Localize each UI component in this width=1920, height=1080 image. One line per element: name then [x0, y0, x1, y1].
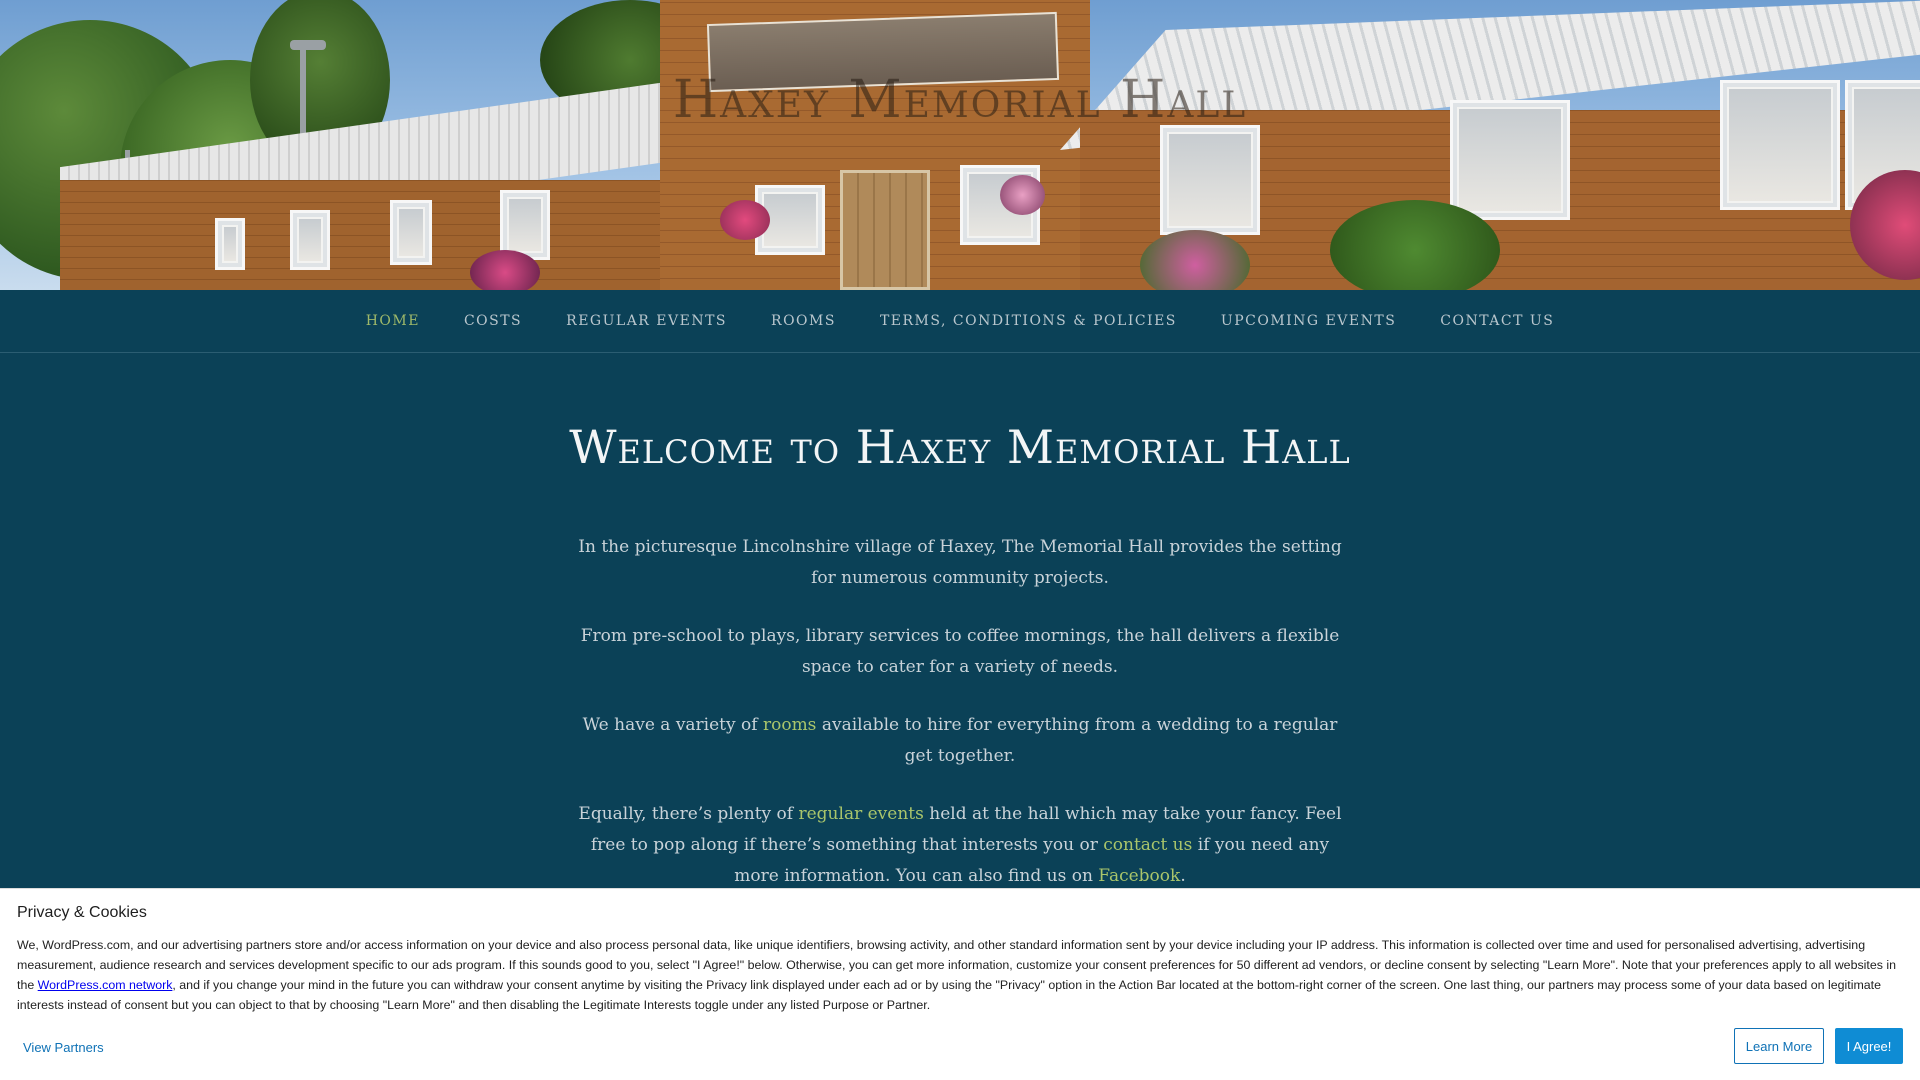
cookie-banner	[0, 888, 1920, 1080]
nav-item-contact-us[interactable]: CONTACT US	[1440, 313, 1555, 329]
services-paragraph: From pre-school to plays, library services to coffee mornings, the hall delivers a flexible space to cater for a variety of needs.	[580, 626, 1340, 677]
intro-paragraph: In the picturesque Lincolnshire village of Haxey, The Memorial Hall provides the setting for numerous community projects.	[578, 537, 1342, 588]
learn-more-button[interactable]: Learn More	[1734, 1028, 1824, 1064]
site-title[interactable]: Haxey Memorial Hall	[672, 70, 1248, 130]
wordpress-network-link[interactable]: WordPress.com network	[37, 978, 173, 992]
main-nav	[0, 290, 1920, 353]
nav-item-rooms[interactable]: ROOMS	[771, 313, 836, 329]
rooms-link[interactable]: rooms	[762, 715, 817, 735]
events-paragraph: Equally, there’s plenty of regular events held at the hall which may take your fancy. Feel free to pop along if there’s something that interests you or contact us if you need any more information. You can also find us on Facebook.	[578, 804, 1342, 886]
cookie-text: We, WordPress.com, and our advertising partners store and/or access information on your device and also process personal data, like unique identifiers, browsing activity, and other standard information sent by your device including your IP address. This information is collected over time and used for personalised advertising, advertising measurement, audience research and services development specific to our ads program. If this sounds good to you, select "I Agree!" below. Otherwise, you can get more information, customize your consent preferences for 50 different ad vendors, or decline consent by selecting "Learn More". Note that your preferences apply to all websites in the WordPress.com network, and if you change your mind in the future you can withdraw your consent anytime by visiting the Privacy link displayed under each ad or by using the "Privacy" option in the Action Bar located at the bottom-right corner of the screen. One last thing, our partners may process some of your data based on legitimate interests instead of consent but you can object to that by choosing "Learn More" and then disabling the Legitimate Interests toggle under any listed Purpose or Partner.	[17, 938, 1897, 1012]
nav-item-upcoming-events[interactable]: UPCOMING EVENTS	[1220, 313, 1397, 329]
nav-item-regular-events[interactable]: REGULAR EVENTS	[566, 313, 728, 329]
page-title: Welcome to Haxey Memorial Hall	[569, 420, 1351, 474]
facebook-link[interactable]: Facebook	[1098, 866, 1181, 886]
nav-item-home[interactable]: HOME	[365, 313, 420, 329]
view-partners-link[interactable]: View Partners	[23, 1040, 104, 1055]
cookie-title: Privacy & Cookies	[17, 904, 147, 921]
nav-item-terms[interactable]: TERMS, CONDITIONS & POLICIES	[879, 313, 1177, 329]
regular-events-link[interactable]: regular events	[798, 804, 924, 824]
rooms-paragraph: We have a variety of rooms available to hire for everything from a wedding to a regular get together.	[582, 715, 1338, 766]
header-banner	[0, 0, 1920, 290]
contact-us-link[interactable]: contact us	[1103, 835, 1193, 855]
agree-button[interactable]: I Agree!	[1835, 1028, 1903, 1064]
main-content	[0, 420, 1920, 919]
nav-item-costs[interactable]: COSTS	[463, 313, 523, 329]
